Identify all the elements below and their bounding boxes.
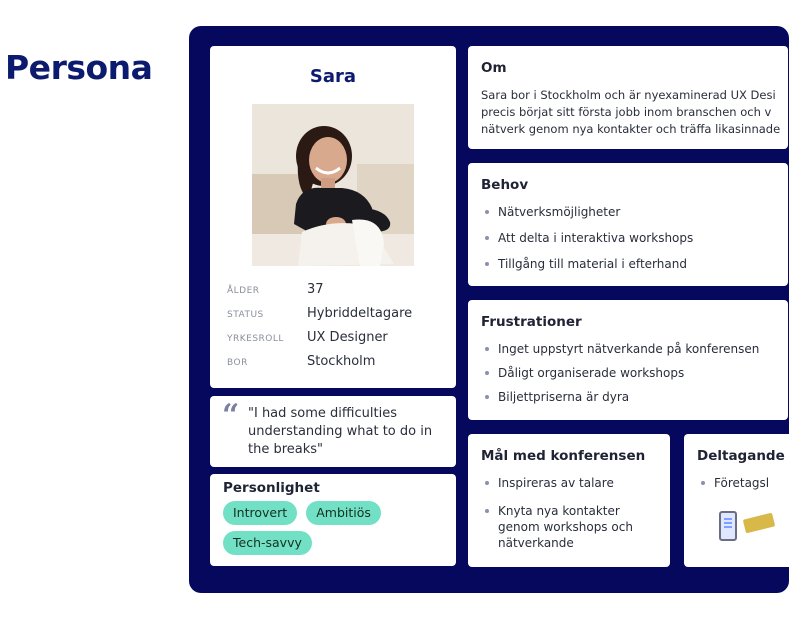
persona-name: Sara — [309, 66, 357, 87]
list-item: Dåligt organiserade workshops — [485, 365, 759, 381]
quote-icon: “ — [222, 398, 240, 433]
list-item: Att delta i interaktiva workshops — [485, 230, 693, 246]
persona-photo — [252, 104, 414, 266]
fact-label: YRKESROLL — [227, 334, 284, 344]
list-item: Tillgång till material i efterhand — [485, 256, 693, 272]
about-line: nätverk genom nya kontakter och träffa likasinnade — [481, 122, 781, 136]
frustrations-title: Frustrationer — [481, 314, 582, 330]
trait-chip: Introvert — [223, 501, 297, 525]
trait-chips — [223, 501, 448, 561]
list-item: Inspireras av talare — [485, 475, 648, 491]
fact-label: BOR — [227, 358, 248, 368]
participation-list — [701, 475, 769, 491]
fact-value: 37 — [307, 282, 324, 297]
quote-card — [210, 396, 456, 467]
about-card — [468, 46, 788, 149]
list-item: Knyta nya kontakter genom workshops och nätverkande — [485, 503, 648, 551]
goals-card — [468, 434, 670, 567]
about-text — [481, 87, 811, 138]
needs-title: Behov — [481, 177, 529, 193]
goals-list — [485, 475, 648, 563]
list-item: Biljettpriserna är dyra — [485, 389, 759, 405]
fact-value: Stockholm — [307, 354, 376, 369]
list-item: Företagsl — [701, 475, 769, 491]
trait-chip: Tech-savvy — [223, 531, 312, 555]
about-line: precis börjat sitt första jobb inom branschen och v — [481, 105, 772, 119]
trait-chip: Ambitiös — [306, 501, 381, 525]
fact-label: ÅLDER — [227, 286, 260, 296]
personality-card — [210, 474, 456, 566]
phone-icon — [719, 511, 737, 541]
quote-text: "I had some difficulties understanding what to do in the breaks" — [248, 406, 433, 457]
page-title: Persona — [5, 48, 153, 87]
persona-photo-illustration — [252, 104, 414, 266]
goals-title: Mål med konferensen — [481, 448, 646, 464]
list-item: Nätverksmöjligheter — [485, 204, 693, 220]
fact-label: STATUS — [227, 310, 264, 320]
participation-title: Deltagande — [697, 448, 785, 464]
needs-list — [485, 204, 693, 282]
about-title: Om — [481, 60, 507, 76]
fact-value: Hybriddeltagare — [307, 306, 413, 321]
fact-value: UX Designer — [307, 330, 388, 345]
about-line: Sara bor i Stockholm och är nyexaminerad UX Desi — [481, 88, 776, 102]
frustrations-card — [468, 300, 788, 420]
profile-card — [210, 46, 456, 388]
needs-card — [468, 163, 788, 286]
participation-card — [684, 434, 804, 567]
personality-title: Personlighet — [223, 480, 320, 496]
list-item: Inget uppstyrt nätverkande på konferensen — [485, 341, 759, 357]
ticket-icon — [743, 513, 775, 534]
frustrations-list — [485, 341, 759, 413]
